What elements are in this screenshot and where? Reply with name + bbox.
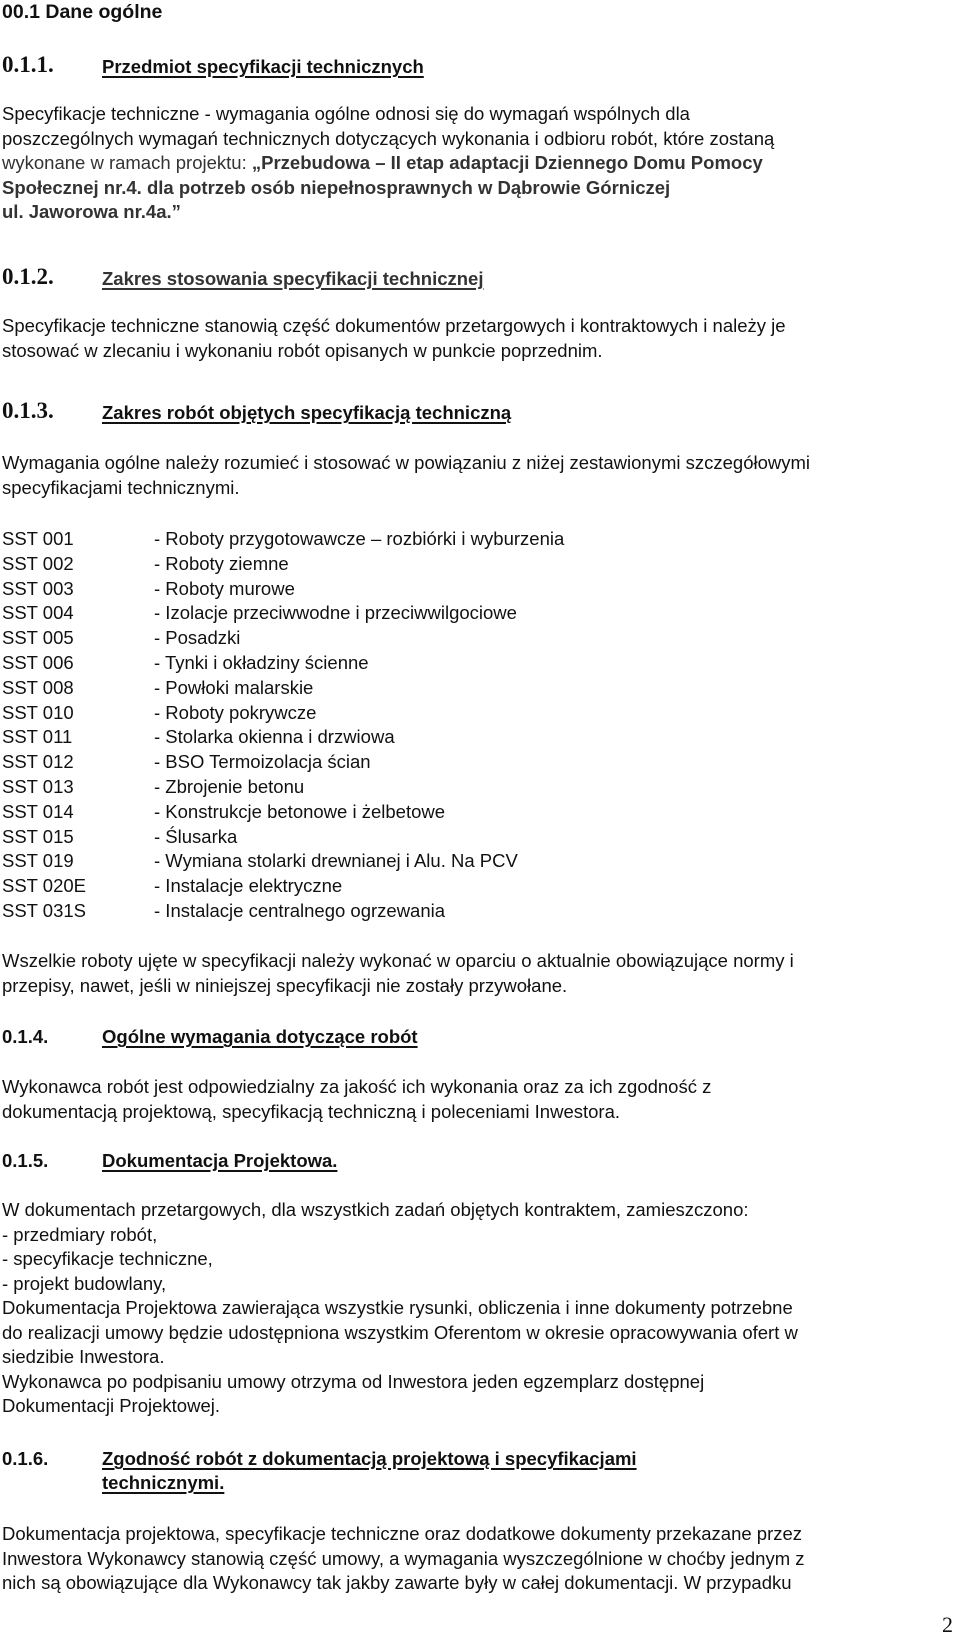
sst-desc: - Posadzki	[154, 627, 241, 649]
sst-row	[2, 577, 564, 602]
sst-code: SST 001	[2, 528, 74, 549]
s015-line-7: siedzibie Inwestora.	[2, 1346, 165, 1367]
sst-desc: - BSO Termoizolacja ścian	[154, 751, 371, 773]
project-name-part-2: Społecznej nr.4. dla potrzeb osób niepełnosprawnych w Dąbrowie Górniczej	[2, 176, 671, 198]
section-title-013: Zakres robót objętych specyfikacją techniczną	[102, 402, 512, 423]
section-title-014: Ogólne wymagania dotyczące robót	[102, 1026, 418, 1047]
sst-row	[2, 800, 564, 825]
sst-desc: - Instalacje centralnego ogrzewania	[154, 899, 446, 921]
sst-row	[2, 552, 564, 577]
sst-desc: - Roboty pokrywcze	[154, 701, 317, 723]
sst-desc: - Wymiana stolarki drewnianej i Alu. Na PCV	[154, 850, 518, 872]
s015-line-2: - przedmiary robót,	[2, 1223, 158, 1245]
sst-code: SST 013	[2, 775, 74, 797]
section-number-014: 0.1.4.	[2, 1026, 49, 1047]
section-number-012: 0.1.2.	[2, 264, 54, 289]
s015-line-1: W dokumentach przetargowych, dla wszystkich zadań objętych kontraktem, zamieszczono:	[2, 1199, 749, 1220]
sst-desc: - Powłoki malarskie	[154, 676, 314, 698]
sst-row	[2, 849, 564, 874]
s014-line-2: dokumentacją projektową, specyfikacją techniczną i poleceniami Inwestora.	[2, 1100, 621, 1122]
s014-line-1: Wykonawca robót jest odpowiedzialny za jakość ich wykonania oraz za ich zgodność z	[2, 1076, 712, 1097]
sst-row	[2, 701, 564, 726]
s013-after-line-2: przepisy, nawet, jeśli w niniejszej specyfikacji nie zostały przywołane.	[2, 974, 568, 996]
sst-row	[2, 626, 564, 651]
s011-line-2: poszczególnych wymagań technicznych dotyczących wykonania i odbioru robót, które zostaną	[2, 127, 775, 149]
section-title-011: Przedmiot specyfikacji technicznych	[102, 56, 424, 77]
sst-desc: - Konstrukcje betonowe i żelbetowe	[154, 800, 446, 822]
sst-desc: - Roboty ziemne	[154, 552, 289, 574]
sst-row	[2, 676, 564, 701]
s015-line-9: Dokumentacji Projektowej.	[2, 1395, 220, 1416]
sst-row	[2, 750, 564, 775]
s016-line-1: Dokumentacja projektowa, specyfikacje techniczne oraz dodatkowe dokumenty przekazane przez	[2, 1523, 803, 1544]
sst-desc: - Izolacje przeciwwodne i przeciwwilgociowe	[154, 602, 517, 624]
sst-row	[2, 651, 564, 676]
s015-line-5: Dokumentacja Projektowa zawierająca wszystkie rysunki, obliczenia i inne dokumenty potrzebne	[2, 1297, 793, 1318]
s015-line-8: Wykonawca po podpisaniu umowy otrzyma od Inwestora jeden egzemplarz dostępnej	[2, 1370, 705, 1392]
sst-code: SST 014	[2, 800, 74, 822]
s012-line-2: stosować w zlecaniu i wykonaniu robót opisanych w punkcie poprzednim.	[2, 339, 603, 361]
sst-code: SST 015	[2, 825, 74, 847]
sst-desc: - Roboty przygotowawcze – rozbiórki i wyburzenia	[154, 528, 565, 549]
page-number: 2	[942, 1612, 953, 1637]
sst-desc: - Roboty murowe	[154, 577, 295, 599]
sst-desc: - Ślusarka	[154, 825, 238, 847]
document-heading: 00.1 Dane ogólne	[2, 1, 163, 23]
project-name-part-1: „Przebudowa – II etap adaptacji Dziennego Domu Pomocy	[251, 152, 763, 173]
section-number-013: 0.1.3.	[2, 398, 54, 423]
sst-code: SST 031S	[2, 899, 86, 921]
section-title-015: Dokumentacja Projektowa.	[102, 1150, 338, 1171]
s011-line-1: Specyfikacje techniczne - wymagania ogólne odnosi się do wymagań wspólnych dla	[2, 103, 690, 124]
s015-line-3: - specyfikacje techniczne,	[2, 1248, 213, 1269]
sst-row	[2, 899, 564, 924]
sst-row	[2, 725, 564, 750]
sst-desc: - Zbrojenie betonu	[154, 775, 305, 797]
sst-code: SST 011	[2, 726, 73, 748]
s011-line-3	[2, 151, 763, 176]
s013-line-1: Wymagania ogólne należy rozumieć i stosować w powiązaniu z niżej zestawionymi szczegółowymi	[2, 452, 811, 473]
sst-code: SST 005	[2, 627, 74, 649]
s011-line-3-prefix: wykonane w ramach projektu:	[2, 152, 252, 173]
sst-code: SST 003	[2, 577, 74, 599]
sst-row	[2, 874, 564, 899]
section-title-012: Zakres stosowania specyfikacji technicznej	[102, 268, 484, 289]
sst-row	[2, 825, 564, 850]
sst-code: SST 002	[2, 552, 74, 574]
sst-code: SST 010	[2, 701, 74, 723]
sst-code: SST 004	[2, 602, 74, 624]
section-title-016-line-1: Zgodność robót z dokumentacją projektową i specyfikacjami	[102, 1448, 637, 1469]
sst-desc: - Instalacje elektryczne	[154, 875, 343, 897]
sst-desc: - Stolarka okienna i drzwiowa	[154, 726, 395, 748]
s015-line-6: do realizacji umowy będzie udostępniona wszystkim Oferentom w okresie opracowywania ofert w	[2, 1321, 798, 1343]
sst-code: SST 020E	[2, 875, 86, 897]
sst-row	[2, 527, 564, 552]
sst-row	[2, 601, 564, 626]
s015-line-4: - projekt budowlany,	[2, 1272, 167, 1294]
sst-code: SST 012	[2, 751, 74, 773]
sst-list	[2, 527, 564, 924]
s013-line-2: specyfikacjami technicznymi.	[2, 476, 240, 498]
s016-line-3: nich są obowiązujące dla Wykonawcy tak jakby zawarte były w całej dokumentacji. W przypadku	[2, 1572, 792, 1593]
section-number-015: 0.1.5.	[2, 1150, 49, 1171]
sst-row	[2, 775, 564, 800]
section-title-016-line-2: technicznymi.	[102, 1472, 225, 1493]
sst-desc: - Tynki i okładziny ścienne	[154, 651, 369, 673]
s013-after-line-1: Wszelkie roboty ujęte w specyfikacji należy wykonać w oparciu o aktualnie obowiązujące normy i	[2, 950, 794, 971]
sst-code: SST 006	[2, 651, 74, 673]
s016-line-2: Inwestora Wykonawcy stanowią część umowy, a wymagania wyszczególnione w choćby jednym z	[2, 1547, 805, 1569]
sst-code: SST 019	[2, 850, 74, 872]
project-name-part-3: ul. Jaworowa nr.4a.”	[2, 201, 181, 222]
section-number-016: 0.1.6.	[2, 1448, 49, 1469]
sst-code: SST 008	[2, 676, 74, 698]
s012-line-1: Specyfikacje techniczne stanowią część dokumentów przetargowych i kontraktowych i należy je	[2, 315, 786, 336]
section-number-011: 0.1.1.	[2, 52, 54, 77]
